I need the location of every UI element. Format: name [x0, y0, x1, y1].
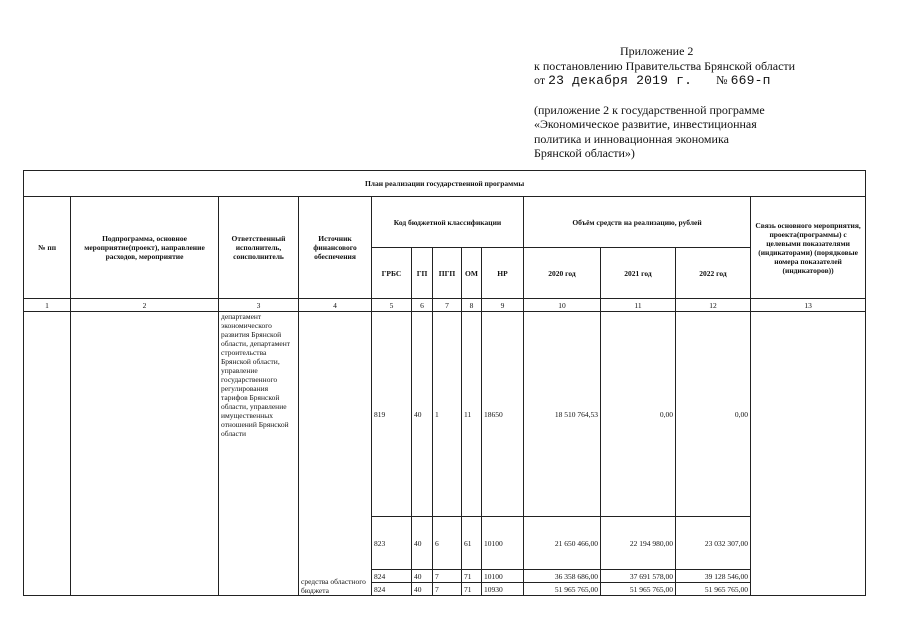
om-cell: 71 [462, 570, 482, 583]
column-number: 10 [524, 299, 601, 312]
program-line-1: (приложение 2 к государственной программе [534, 102, 765, 117]
header-om: ОМ [462, 248, 482, 299]
header-source: Источник финансового обеспечения [299, 197, 372, 299]
column-number: 1 [24, 299, 71, 312]
header-subprogram: Подпрограмма, основное мероприятие(проект), направление расходов, мероприятие [71, 197, 219, 299]
header-nr: НР [482, 248, 524, 299]
pgp-cell: 1 [433, 312, 462, 517]
resolution-line: к постановлению Правительства Брянской области [534, 58, 796, 73]
amount-2022-cell: 51 965 765,00 [676, 583, 751, 596]
header-budget-code: Код бюджетной классификации [372, 197, 524, 248]
gp-cell: 40 [412, 517, 433, 570]
amount-2021-cell: 0,00 [601, 312, 676, 517]
resolution-number: 669-п [730, 73, 771, 88]
document-header [534, 44, 894, 161]
date-number-line [534, 73, 894, 89]
om-cell: 11 [462, 312, 482, 517]
header-executor: Ответственный исполнитель, соисполнитель [219, 197, 299, 299]
nr-cell: 10100 [482, 570, 524, 583]
table-row [24, 312, 866, 517]
amount-2020-cell: 51 965 765,00 [524, 583, 601, 596]
nr-cell: 18650 [482, 312, 524, 517]
program-line-4: Брянской области») [534, 146, 635, 160]
header-2020: 2020 год [524, 248, 601, 299]
table-title: План реализации государственной программы [24, 171, 866, 197]
nr-cell: 10930 [482, 583, 524, 596]
grbs-cell: 823 [372, 517, 412, 570]
pgp-cell: 7 [433, 583, 462, 596]
plan-table [23, 170, 866, 596]
amount-2022-cell: 0,00 [676, 312, 751, 517]
executor-cell: департамент экономического развития Брянской области, департамент строительства Брянской области, управление государственного регулирования тарифов Брянской области, управление имущественных отношений Брянской области [219, 312, 299, 596]
column-number: 5 [372, 299, 412, 312]
column-number: 8 [462, 299, 482, 312]
om-cell: 61 [462, 517, 482, 570]
om-cell: 71 [462, 583, 482, 596]
link-cell [751, 312, 866, 596]
column-number: 9 [482, 299, 524, 312]
grbs-cell: 824 [372, 570, 412, 583]
grbs-cell: 824 [372, 583, 412, 596]
header-grbs: ГРБС [372, 248, 412, 299]
date-prefix: от [534, 73, 546, 87]
pgp-cell: 7 [433, 570, 462, 583]
header-num: № пп [24, 197, 71, 299]
amount-2020-cell: 21 650 466,00 [524, 517, 601, 570]
amount-2021-cell: 37 691 578,00 [601, 570, 676, 583]
column-number: 11 [601, 299, 676, 312]
source-cell: средства областного бюджета [299, 312, 372, 596]
gp-cell: 40 [412, 312, 433, 517]
amount-2022-cell: 23 032 307,00 [676, 517, 751, 570]
nr-cell: 10100 [482, 517, 524, 570]
column-number: 4 [299, 299, 372, 312]
header-volume: Объём средств на реализацию, рублей [524, 197, 751, 248]
grbs-cell: 819 [372, 312, 412, 517]
header-2021: 2021 год [601, 248, 676, 299]
resolution-date: 23 декабря 2019 г. [548, 73, 693, 88]
column-number: 6 [412, 299, 433, 312]
amount-2021-cell: 22 194 980,00 [601, 517, 676, 570]
header-gp: ГП [412, 248, 433, 299]
program-line-2: «Экономическое развитие, инвестиционная [534, 117, 757, 131]
column-number: 7 [433, 299, 462, 312]
number-prefix: № [716, 73, 728, 87]
amount-2022-cell: 39 128 546,00 [676, 570, 751, 583]
header-pgp: ПГП [433, 248, 462, 299]
amount-2020-cell: 36 358 686,00 [524, 570, 601, 583]
appendix-title: Приложение 2 [620, 44, 694, 58]
column-number: 12 [676, 299, 751, 312]
amount-2021-cell: 51 965 765,00 [601, 583, 676, 596]
header-2022: 2022 год [676, 248, 751, 299]
row-subprogram-cell [71, 312, 219, 596]
row-num-cell [24, 312, 71, 596]
column-number: 13 [751, 299, 866, 312]
gp-cell: 40 [412, 570, 433, 583]
gp-cell: 40 [412, 583, 433, 596]
header-link: Связь основного мероприятия, проекта(программы) с целевыми показателями (индикаторами) (порядковые номера показателей (индикаторов)) [751, 197, 866, 299]
amount-2020-cell: 18 510 764,53 [524, 312, 601, 517]
program-line-3: политика и инновационная экономика [534, 131, 729, 146]
column-number: 2 [71, 299, 219, 312]
column-number-row [24, 299, 866, 312]
column-number: 3 [219, 299, 299, 312]
pgp-cell: 6 [433, 517, 462, 570]
